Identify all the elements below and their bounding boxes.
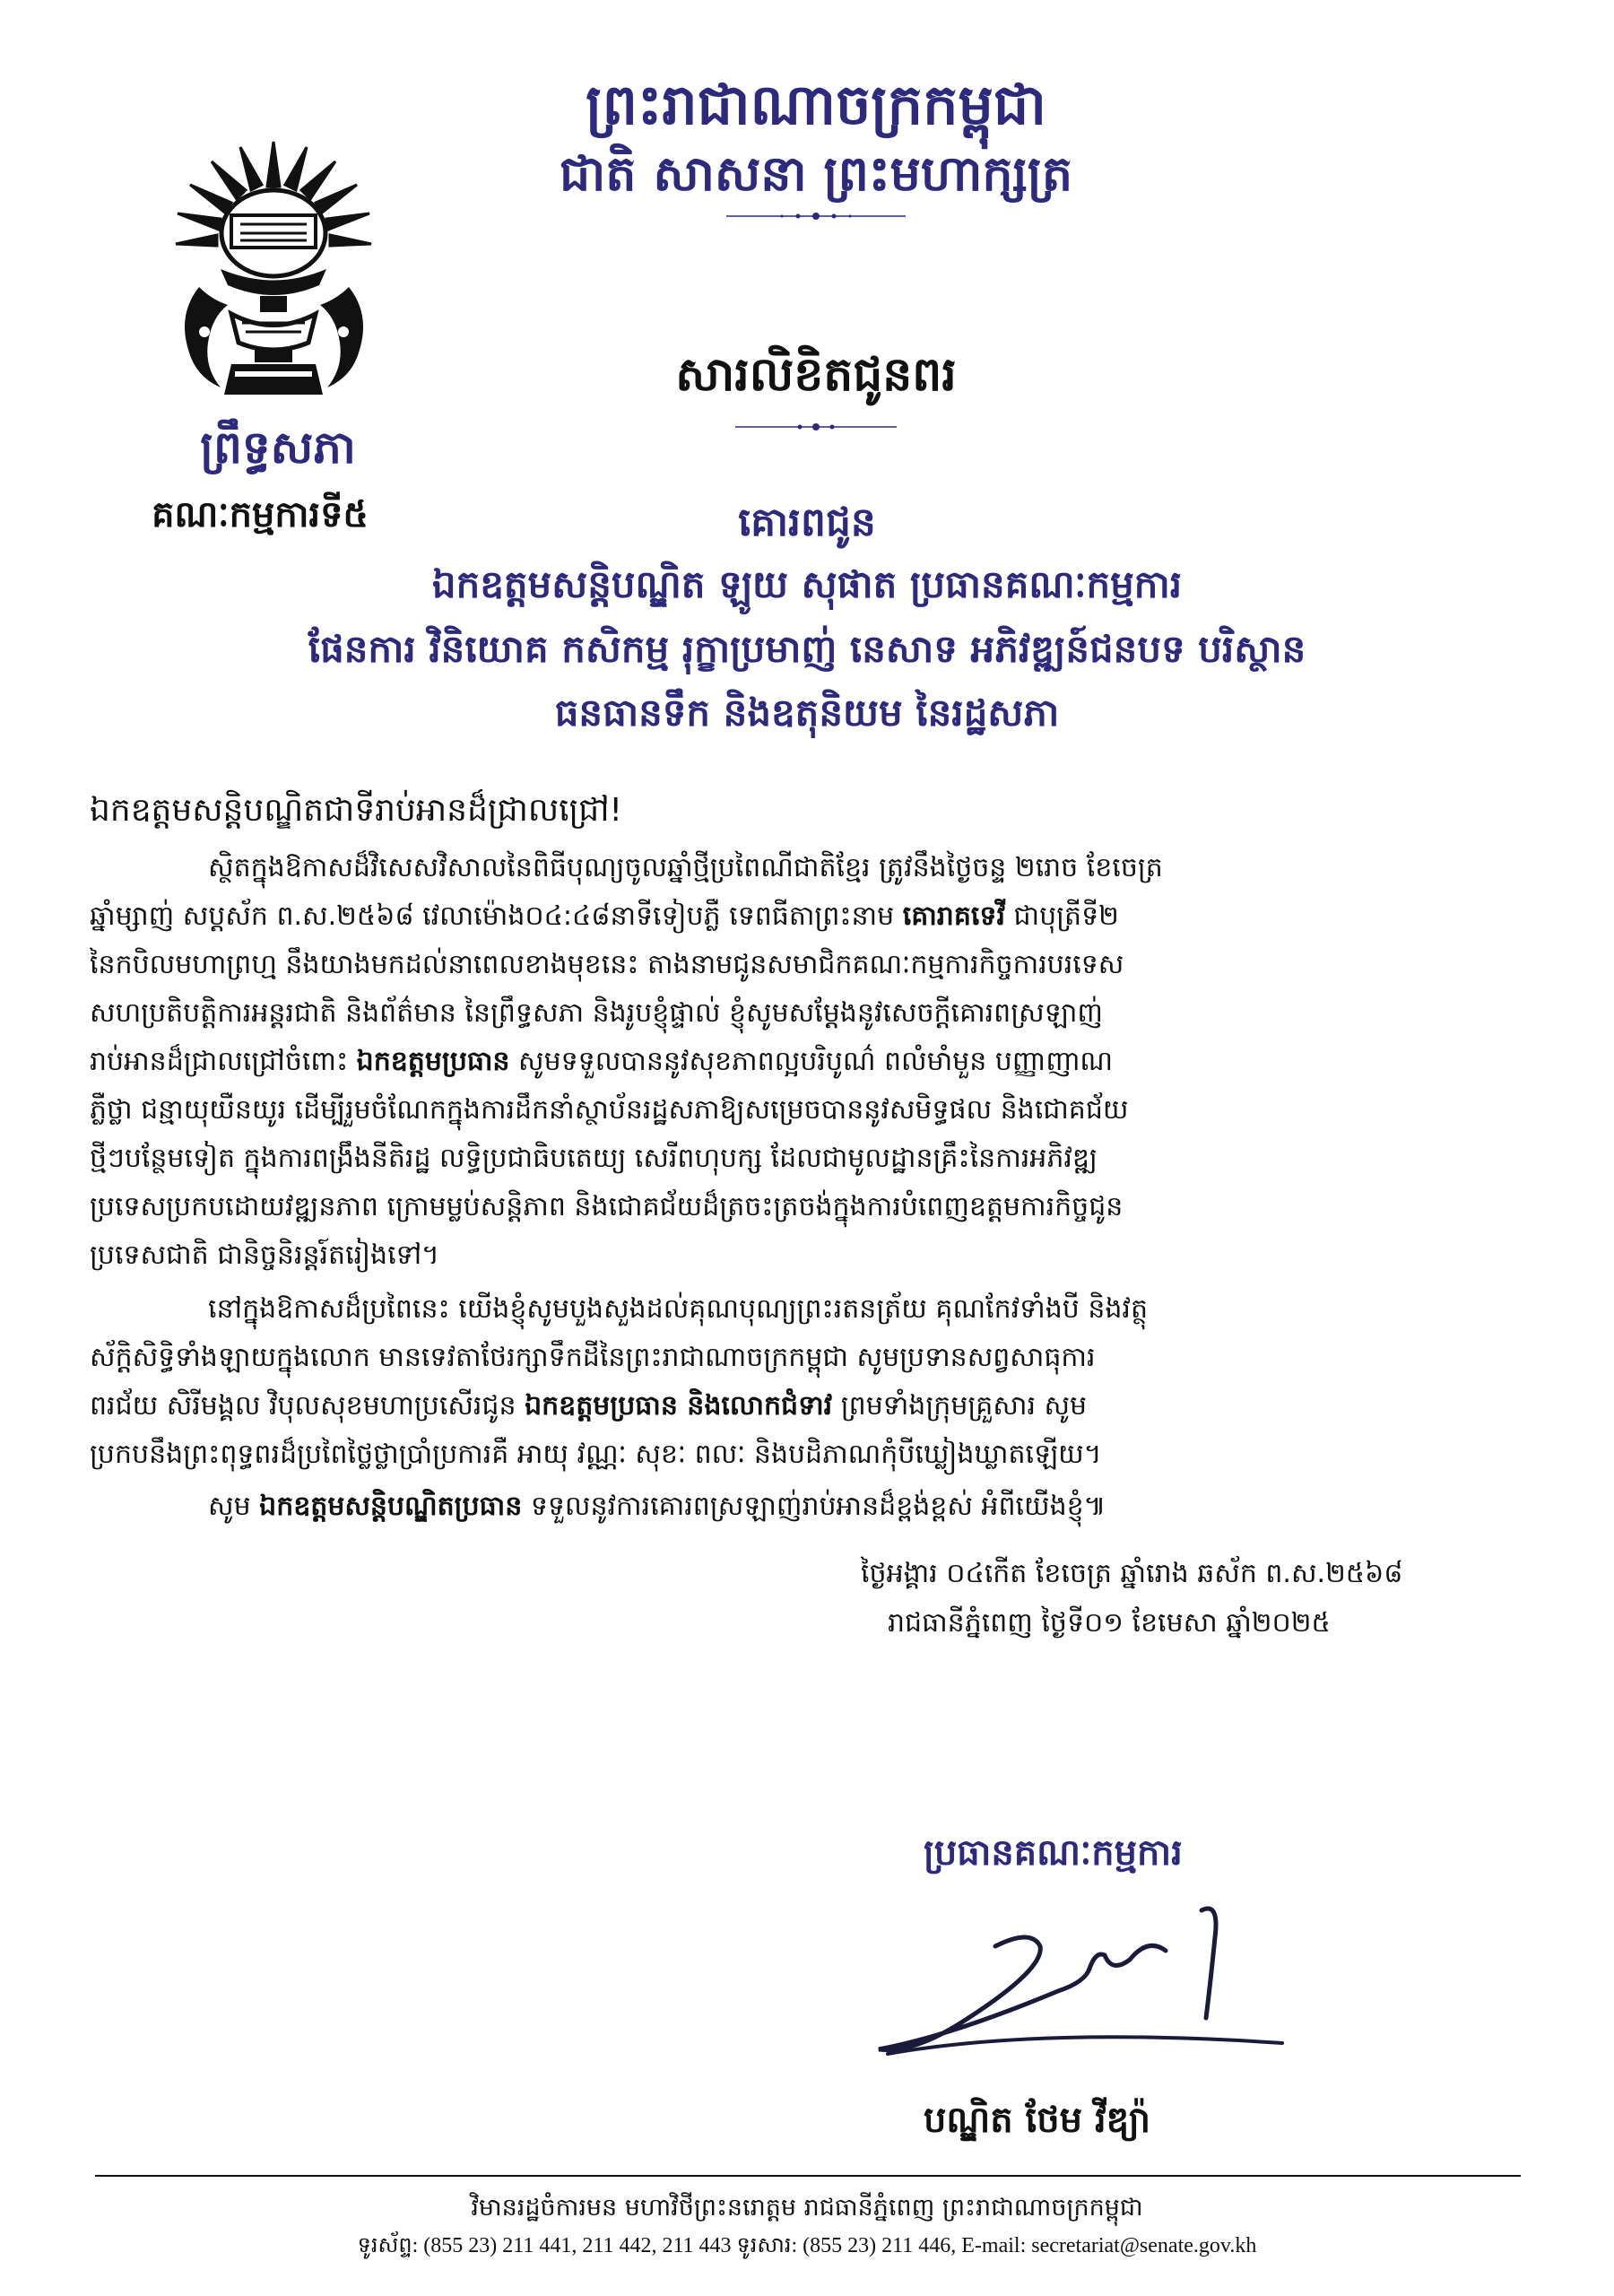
paragraph-1-line: ស្ថិតក្នុងឱកាសដ៏វិសេសវិសាលនៃពិធីបុណ្យចូលឆ្នាំថ្មីប្រពៃណីជាតិខ្មែរ ត្រូវនឹងថ្ងៃចន្ទ ២រោច ខែចេត្រ xyxy=(208,852,1163,883)
signer-name: បណ្ឌិត ថែម វីឌ្យ៉ា xyxy=(924,2100,1151,2141)
solar-date: រាជធានីភ្នំពេញ ថ្ងៃទី០១ ខែមេសា ឆ្នាំ២០២៥ xyxy=(888,1607,1331,1639)
paragraph-3-line xyxy=(208,1489,1524,1528)
decorative-divider-icon xyxy=(726,211,906,222)
paragraph-1-line: ប្រទេសប្រកបដោយវឌ្ឍនភាព ក្រោមម្លប់សន្តិភាព និងជោគជ័យដ៏ត្រចះត្រចង់ក្នុងការបំពេញឧត្តមការកិច្ចជូន xyxy=(90,1191,1124,1222)
footer-contact: ទូរស័ព្ទ: (855 23) 211 441, 211 442, 211 443 ទូរសារ: (855 23) 211 446, E-mail: secretariat@senate.gov.kh xyxy=(357,2234,1257,2257)
text-run: រាប់អានដ៏ជ្រាលជ្រៅចំពោះ xyxy=(90,1046,357,1077)
address-line-2: ផែនការ វិនិយោគ កសិកម្ម រុក្ខាប្រមាញ់ នេសាទ អភិវឌ្ឍន៍ជនបទ បរិស្ថាន xyxy=(308,627,1306,671)
document-title: សារលិខិតជូនពរ xyxy=(675,348,957,402)
paragraph-1-line: ភ្លឺថ្លា ជន្មាយុយឺនយូរ ដើម្បីរួមចំណែកក្នុងការដឹកនាំស្ថាប័នរដ្ឋសភាឱ្យសម្រេចបាននូវសមិទ្ធផល និងជោគជ័យ xyxy=(90,1094,1129,1126)
paragraph-2-line: នៅក្នុងឱកាសដ៏ប្រពៃនេះ យើងខ្ញុំសូមបួងសួងដល់គុណបុណ្យព្រះរតនត្រ័យ គុណកែវទាំងបី និងវត្ថុ xyxy=(208,1293,1148,1325)
handwritten-signature xyxy=(861,1883,1309,2063)
paragraph-2-line: ស័ក្តិសិទ្ធិទាំងឡាយក្នុងលោក មានទេវតាថែរក្សាទឹកដីនៃព្រះរាជាណាចក្រកម្ពុជា សូមប្រទានសព្វសាធុការ xyxy=(90,1342,1096,1373)
national-motto: ជាតិ សាសនា ព្រះមហាក្សត្រ xyxy=(559,145,1073,202)
paragraph-1-line xyxy=(90,1044,1524,1083)
senate-emblem-icon xyxy=(169,135,379,404)
text-run-bold: ឯកឧត្តមសន្តិបណ្ឌិតប្រធាន xyxy=(259,1491,523,1522)
paragraph-1-line: ប្រទេសជាតិ ជានិច្ចនិរន្តរ៍តរៀងទៅ។ xyxy=(90,1239,439,1271)
text-run: ជាបុត្រីទី២ xyxy=(1004,900,1119,932)
text-run: សូមទទួលបាននូវសុខភាពល្អបរិបូណ៌ ពលំមាំមួន បញ្ញាញាណ xyxy=(509,1046,1114,1077)
organization-name: ព្រឹទ្ធសភា xyxy=(200,422,356,474)
lunar-date: ថ្ងៃអង្គារ ០៤កើត ខែចេត្រ ឆ្នាំរោង ឆស័ក ព.ស.២៥៦៨ xyxy=(861,1558,1403,1589)
text-run-bold: ឯកឧត្តមប្រធាន xyxy=(356,1046,510,1077)
text-run: ព្រមទាំងក្រុមគ្រួសារ សូម xyxy=(832,1390,1088,1422)
footer-address: វិមានរដ្ឋចំការមន មហាវិថីព្រះនរោត្តម រាជធានីភ្នំពេញ ព្រះរាជាណាចក្រកម្ពុជា xyxy=(471,2194,1143,2222)
text-run-bold: ឯកឧត្តមប្រធាន និងលោកជំទាវ xyxy=(525,1390,833,1422)
text-run: ទទួលនូវការគោរពស្រឡាញ់រាប់អានដ៏ខ្ពង់ខ្ពស់ អំពីយើងខ្ញុំ៕ xyxy=(522,1491,1106,1522)
paragraph-1-line: សហប្រតិបត្តិការអន្តរជាតិ និងព័ត៌មាន នៃព្រឹទ្ធសភា និងរូបខ្ញុំផ្ទាល់ ខ្ញុំសូមសម្តែងនូវសេចក្តីគោរពស្រឡាញ់ xyxy=(90,997,1103,1029)
kingdom-heading: ព្រះរាជាណាចក្រកម្ពុជា xyxy=(586,72,1046,137)
text-run: សូម xyxy=(208,1491,260,1522)
paragraph-2-line xyxy=(90,1388,1524,1428)
address-line-3: ធនធានទឹក និងឧតុនិយម នៃរដ្ឋសភា xyxy=(554,691,1060,735)
signer-title: ប្រធានគណៈកម្មការ xyxy=(924,1832,1183,1874)
paragraph-2-line: ប្រកបនឹងព្រះពុទ្ធពរដ៏ប្រពៃថ្លៃថ្លាប្រាំប្រការគឺ អាយុ វណ្ណៈ សុខៈ ពលៈ និងបដិភាណកុំបីឃ្លៀងឃ្លាតឡើយ។ xyxy=(90,1439,1102,1470)
paragraph-1-line xyxy=(90,899,1524,938)
salutation: ឯកឧត្តមសន្តិបណ្ឌិតជាទីរាប់អានដ៏ជ្រាលជ្រៅ! xyxy=(90,792,622,829)
footer-divider xyxy=(95,2175,1521,2177)
text-run: ពរជ័យ សិរីមង្គល វិបុលសុខមហាប្រសើរជូន xyxy=(90,1390,525,1422)
text-run: ឆ្នាំម្សាញ់ សប្តស័ក ព.ស.២៥៦៨ វេលាម៉ោង០៤:៤៨នាទីទៀបភ្លឺ ទេពធីតាព្រះនាម xyxy=(90,900,903,932)
paragraph-1-line: ថ្មីៗបន្ថែមទៀត ក្នុងការពង្រឹងនីតិរដ្ឋ លទ្ធិប្រជាធិបតេយ្យ សេរីពហុបក្ស ដែលជាមូលដ្ឋានគ្រឹះនៃការអភិវឌ្ឍ xyxy=(90,1143,1098,1174)
paragraph-1-line: នៃកបិលមហាព្រហ្ម នឹងយាងមកដល់នាពេលខាងមុខនេះ តាងនាមជូនសមាជិកគណៈកម្មការកិច្ចការបរទេស xyxy=(90,949,1124,980)
text-run-bold: គោរាគទេវី xyxy=(902,900,1005,932)
address-to-label: គោរពជូន xyxy=(738,500,876,545)
committee-name: គណៈកម្មការទី៥ xyxy=(152,494,369,535)
address-line-1: ឯកឧត្តមសន្តិបណ្ឌិត ឡូយ សុផាត ប្រធានគណៈកម្មការ xyxy=(431,562,1183,606)
decorative-divider-icon xyxy=(735,422,897,432)
